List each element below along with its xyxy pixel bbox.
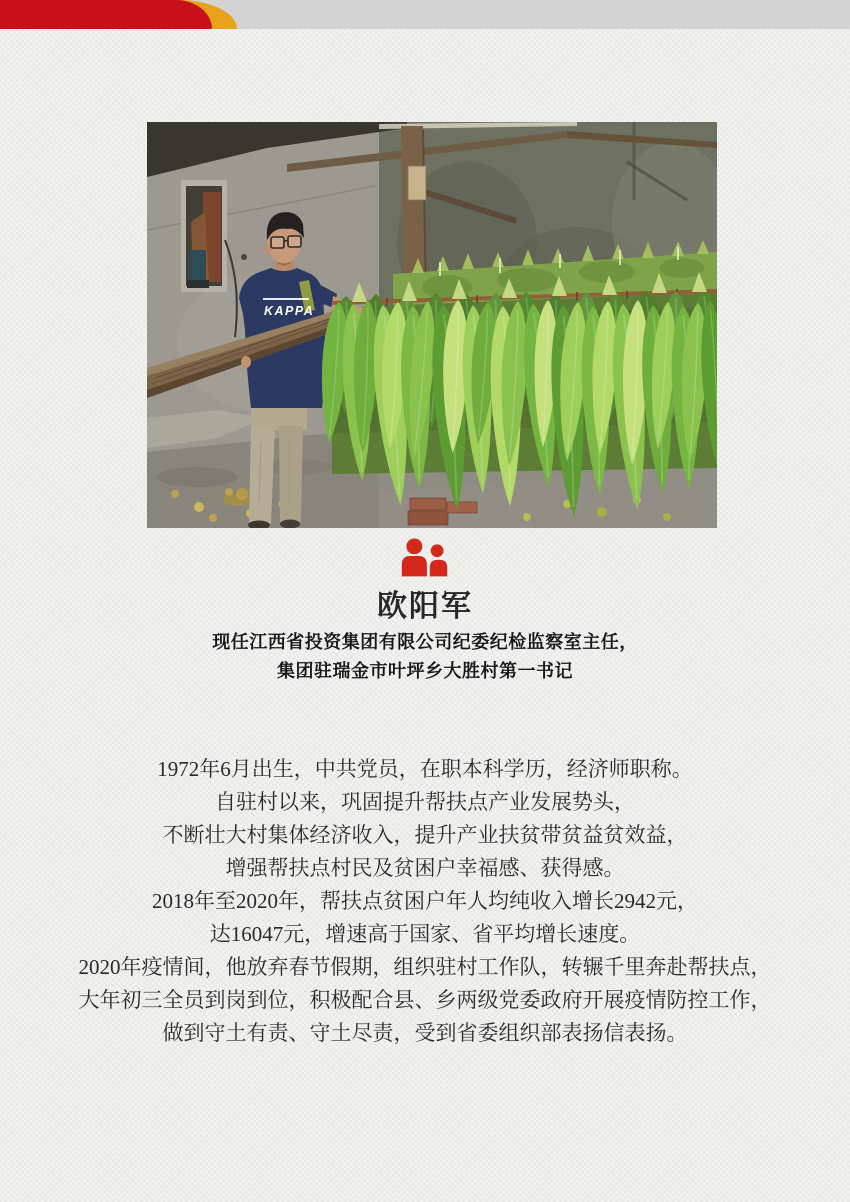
bio-text [0, 753, 850, 1050]
barn-illustration [147, 122, 717, 528]
title-line-2: 集团驻瑞金市叶坪乡大胜村第一书记 [277, 661, 573, 681]
person-name: 欧阳军 [377, 590, 473, 623]
red-ribbon [0, 0, 212, 29]
shirt-brand-text: KAPPA [264, 304, 315, 318]
bio-line: 2020年疫情间，他放弃春节假期，组织驻村工作队，转辗千里奔赴帮扶点， [78, 955, 772, 979]
bio-line: 大年初三全员到岗到位，积极配合县、乡两级党委政府开展疫情防控工作， [78, 988, 772, 1012]
bio-line: 达16047元，增速高于国家、省平均增长速度。 [209, 922, 641, 946]
bio-line: 增强帮扶点村民及贫困户幸福感、获得感。 [225, 856, 625, 880]
title-line-1: 现任江西省投资集团有限公司纪委纪检监察室主任， [212, 632, 638, 652]
bio-line: 1972年6月出生，中共党员，在职本科学历，经济师职称。 [157, 757, 693, 781]
people-icon [396, 537, 454, 577]
bio-line: 不断壮大村集体经济收入，提升产业扶贫带贫益贫效益， [162, 823, 688, 847]
bio-line: 2018年至2020年，帮扶点贫困户年人均纯收入增长2942元， [152, 889, 698, 913]
person-title [0, 628, 850, 686]
photo-tobacco-barn [147, 122, 717, 528]
bio-line: 做到守土有责、守土尽责，受到省委组织部表扬信表扬。 [162, 1021, 688, 1045]
bio-line: 自驻村以来，巩固提升帮扶点产业发展势头， [215, 790, 635, 814]
